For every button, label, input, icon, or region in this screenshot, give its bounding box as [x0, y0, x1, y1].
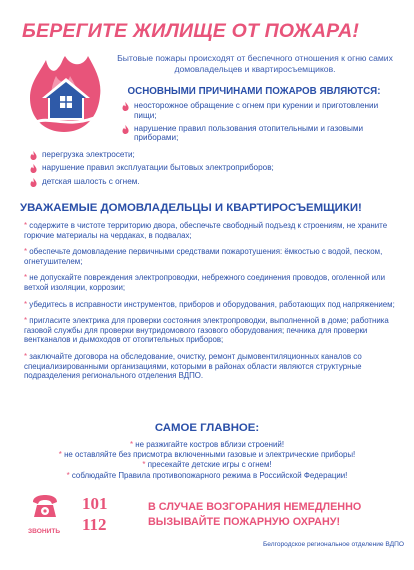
rule-text: не разжигайте костров вблизи строений! [135, 440, 285, 449]
star-marker: * [129, 440, 134, 449]
rule-text: не оставляйте без присмотра включенными газовые и электрические приборы! [64, 450, 356, 460]
advice-text: пригласите электрика для проверки состояния электропроводки, выполненной в доме; работника газовой службы для проверки внутридомового газового оборудования; печника для проверки вентканалов и дымоходов от отопительных приборов; [24, 316, 389, 345]
list-item [30, 177, 370, 187]
advice-text: не допускайте повреждения электропроводки, небрежного соединения проводов, оголенной или ветхой изоляции, коррозии; [24, 273, 386, 292]
main-rules-list [20, 440, 394, 481]
list-item [24, 352, 396, 381]
reason-text: нарушение правил эксплуатации бытовых электроприборов; [42, 163, 274, 173]
star-marker: * [58, 450, 62, 460]
intro-text: Бытовые пожары происходят от беспечного отношения к огню самих домовладельцев и квартиросъемщиков. [117, 53, 393, 74]
list-item [24, 273, 396, 292]
list-item [24, 300, 396, 310]
star-marker: * [24, 247, 28, 257]
call-label: ЗВОНИТЬ [28, 528, 61, 535]
star-marker: * [66, 470, 70, 480]
reason-text: детская шалость с огнем. [42, 176, 140, 186]
phone-icon [30, 492, 60, 520]
flame-icon [30, 151, 37, 160]
list-item [122, 101, 402, 121]
star-marker: * [24, 316, 28, 326]
list-item [30, 163, 370, 173]
list-item [122, 124, 402, 144]
list-item [30, 150, 370, 160]
rule-text: пресекайте детские игры с огнем! [147, 460, 272, 470]
star-marker: * [142, 460, 146, 470]
advice-list [24, 221, 396, 388]
reasons-list-top [122, 101, 402, 146]
emergency-number-112: 112 [82, 515, 107, 534]
list-item [24, 316, 396, 345]
reason-text: нарушение правил пользования отопительными и газовыми приборами; [134, 123, 364, 143]
reason-text: неосторожное обращение с огнем при курении и приготовлении пищи; [134, 101, 379, 120]
list-item [20, 440, 394, 450]
main-heading: САМОЕ ГЛАВНОЕ: [154, 422, 260, 434]
star-marker: * [24, 351, 28, 361]
list-item [20, 450, 394, 460]
footer-organization: Белгородское региональное отделение ВДПО [262, 541, 404, 548]
house-fire-icon [26, 52, 104, 134]
star-marker: * [24, 273, 28, 283]
advice-text: заключайте договора на обследование, очистку, ремонт дымовентиляционных каналов со специализированными организациями, которыми в районах области являются структурные подразделения регионального отделения ВДПО. [24, 351, 362, 381]
list-item [24, 247, 396, 266]
list-item [20, 471, 394, 481]
flame-icon [122, 102, 129, 111]
emergency-number-101: 101 [82, 494, 108, 513]
emergency-message: В СЛУЧАЕ ВОЗГОРАНИЯ НЕМЕДЛЕННО ВЫЗЫВАЙТЕ ПОЖАРНУЮ ОХРАНУ! [148, 501, 362, 528]
reasons-list-bottom [30, 150, 370, 190]
flame-icon [30, 164, 37, 173]
star-marker: * [24, 299, 28, 309]
rule-text: соблюдайте Правила противопожарного режима в Российской Федерации! [71, 470, 348, 480]
page-title: БЕРЕГИТЕ ЖИЛИЩЕ ОТ ПОЖАРА! [22, 20, 360, 42]
reasons-heading: ОСНОВНЫМИ ПРИЧИНАМИ ПОЖАРОВ ЯВЛЯЮТСЯ: [127, 86, 381, 97]
advice-text: убедитесь в исправности инструментов, приборов и оборудования, работающих под напряжением; [29, 299, 395, 309]
flame-icon [122, 125, 129, 134]
reason-text: перегрузка электросети; [42, 150, 135, 159]
list-item [24, 221, 396, 240]
star-marker: * [24, 221, 28, 230]
flame-icon [30, 178, 37, 187]
owners-heading: УВАЖАЕМЫЕ ДОМОВЛАДЕЛЬЦЫ И КВАРТИРОСЪЕМЩИКИ! [20, 202, 362, 214]
advice-text: содержите в чистоте территорию двора, обеспечьте свободный подъезд к строениям, не храните горючие материалы на чердаках, в подвалах; [24, 221, 388, 240]
advice-text: обеспечьте домовладение первичными средствами пожаротушения: ёмкостью с водой, песком, огнетушителем; [24, 247, 383, 266]
list-item [20, 460, 394, 470]
